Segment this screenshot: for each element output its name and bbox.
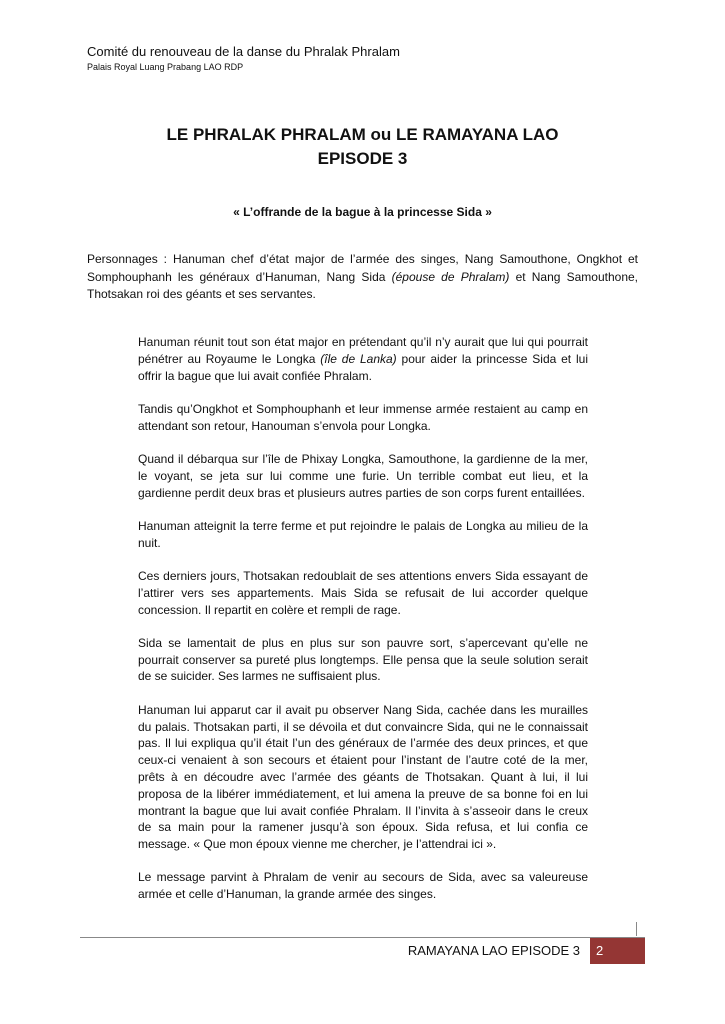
- header-organization: Comité du renouveau de la danse du Phralak Phralam: [87, 44, 400, 59]
- page-number: 2: [590, 938, 645, 964]
- text: Hanuman lui apparut car il avait pu observer Nang Sida, cachée dans les murailles du palais. Thotsakan parti, il se dévoila et dut convaincre Sida, qui ne le connaissait pas. Il lui expliqua qu’il était l’un des généraux de l’armée des deux princes, et que ceux-ci venaient à son secours et étaient pour l’instant de l’autre coté de la mer, prêts à en découdre avec l’armée des géants de Thotsakan. Quant à lui, il lui proposa de la libérer immédiatement, et lui amena la preuve de sa bonne foi en lui montrant la bague que lui avait confiée Phralam. Il l’invita à s’asseoir dans le creux de sa main pour la ramener jusqu’à son époux. Sida refusa, et lui confia ce message. « Que mon époux vienne me chercher, je l’attendrai ici ».: [138, 702, 588, 852]
- italic-text: (île de Lanka): [320, 351, 397, 366]
- document-title: [0, 123, 725, 171]
- story-paragraph: [138, 518, 588, 552]
- text: Hanuman réunit tout son état major en prétendant qu’il n’y aurait que lui qui pourrait pénétrer au Royaume le Longka: [138, 335, 588, 366]
- story-paragraph: [138, 568, 588, 618]
- footer-divider: [80, 937, 645, 938]
- text: Tandis qu’Ongkhot et Somphouphanh et leur immense armée restaient au camp en attendant son retour, Hanouman s’envola pour Longka.: [138, 401, 588, 433]
- text: Sida se lamentait de plus en plus sur son pauvre sort, s’apercevant qu’elle ne pourrait conserver sa pureté plus longtemps. Elle pensa que la seule solution serait de se suicider. Ses larmes ne suffisaient plus.: [138, 635, 588, 684]
- italic-text: (épouse de Phralam): [391, 269, 510, 284]
- text: Personnages : Hanuman chef d’état major de l’armée des singes, Nang Samouthone, Ongkhot et Somphouphanh les généraux d’Hanuman, Nang Sida: [87, 252, 638, 284]
- story-paragraph: [138, 635, 588, 685]
- footer-marker: [636, 922, 637, 936]
- title-line-1: LE PHRALAK PHRALAM ou LE RAMAYANA LAO: [166, 125, 559, 144]
- story-paragraph: [138, 401, 588, 435]
- text: pour aider la princesse Sida et lui offrir la bague que lui avait confiée Phralam.: [138, 351, 588, 383]
- story-paragraph: [138, 869, 588, 903]
- story-body: [138, 334, 588, 920]
- text: Ces derniers jours, Thotsakan redoublait de ses attentions envers Sida essayant de l’attirer vers ses appartements. Mais Sida se refusait de lui accorder quelque concession. Il repartit en colère et rempli de rage.: [138, 568, 588, 617]
- text: et Nang Samouthone, Thotsakan roi des géants et ses servantes.: [87, 269, 639, 301]
- story-paragraph: [138, 451, 588, 501]
- title-line-2: EPISODE 3: [317, 149, 408, 168]
- episode-subtitle: « L’offrande de la bague à la princesse Sida »: [233, 205, 492, 219]
- text: Le message parvint à Phralam de venir au secours de Sida, avec sa valeureuse armée et celle d’Hanuman, la grande armée des singes.: [138, 870, 588, 902]
- story-paragraph: [138, 702, 588, 853]
- story-paragraph: [138, 334, 588, 384]
- header-location: Palais Royal Luang Prabang LAO RDP: [87, 62, 244, 72]
- text: Quand il débarqua sur l’île de Phixay Longka, Samouthone, la gardienne de la mer, le voyant, se jeta sur lui comme une furie. Un terrible combat eut lieu, et la gardienne perdit deux bras et plusieurs autres parties de son corps furent entaillées.: [138, 451, 588, 500]
- text: Hanuman atteignit la terre ferme et put rejoindre le palais de Longka au milieu de la nuit.: [138, 518, 588, 550]
- footer-title: RAMAYANA LAO EPISODE 3: [407, 943, 580, 958]
- characters-paragraph: [87, 251, 638, 304]
